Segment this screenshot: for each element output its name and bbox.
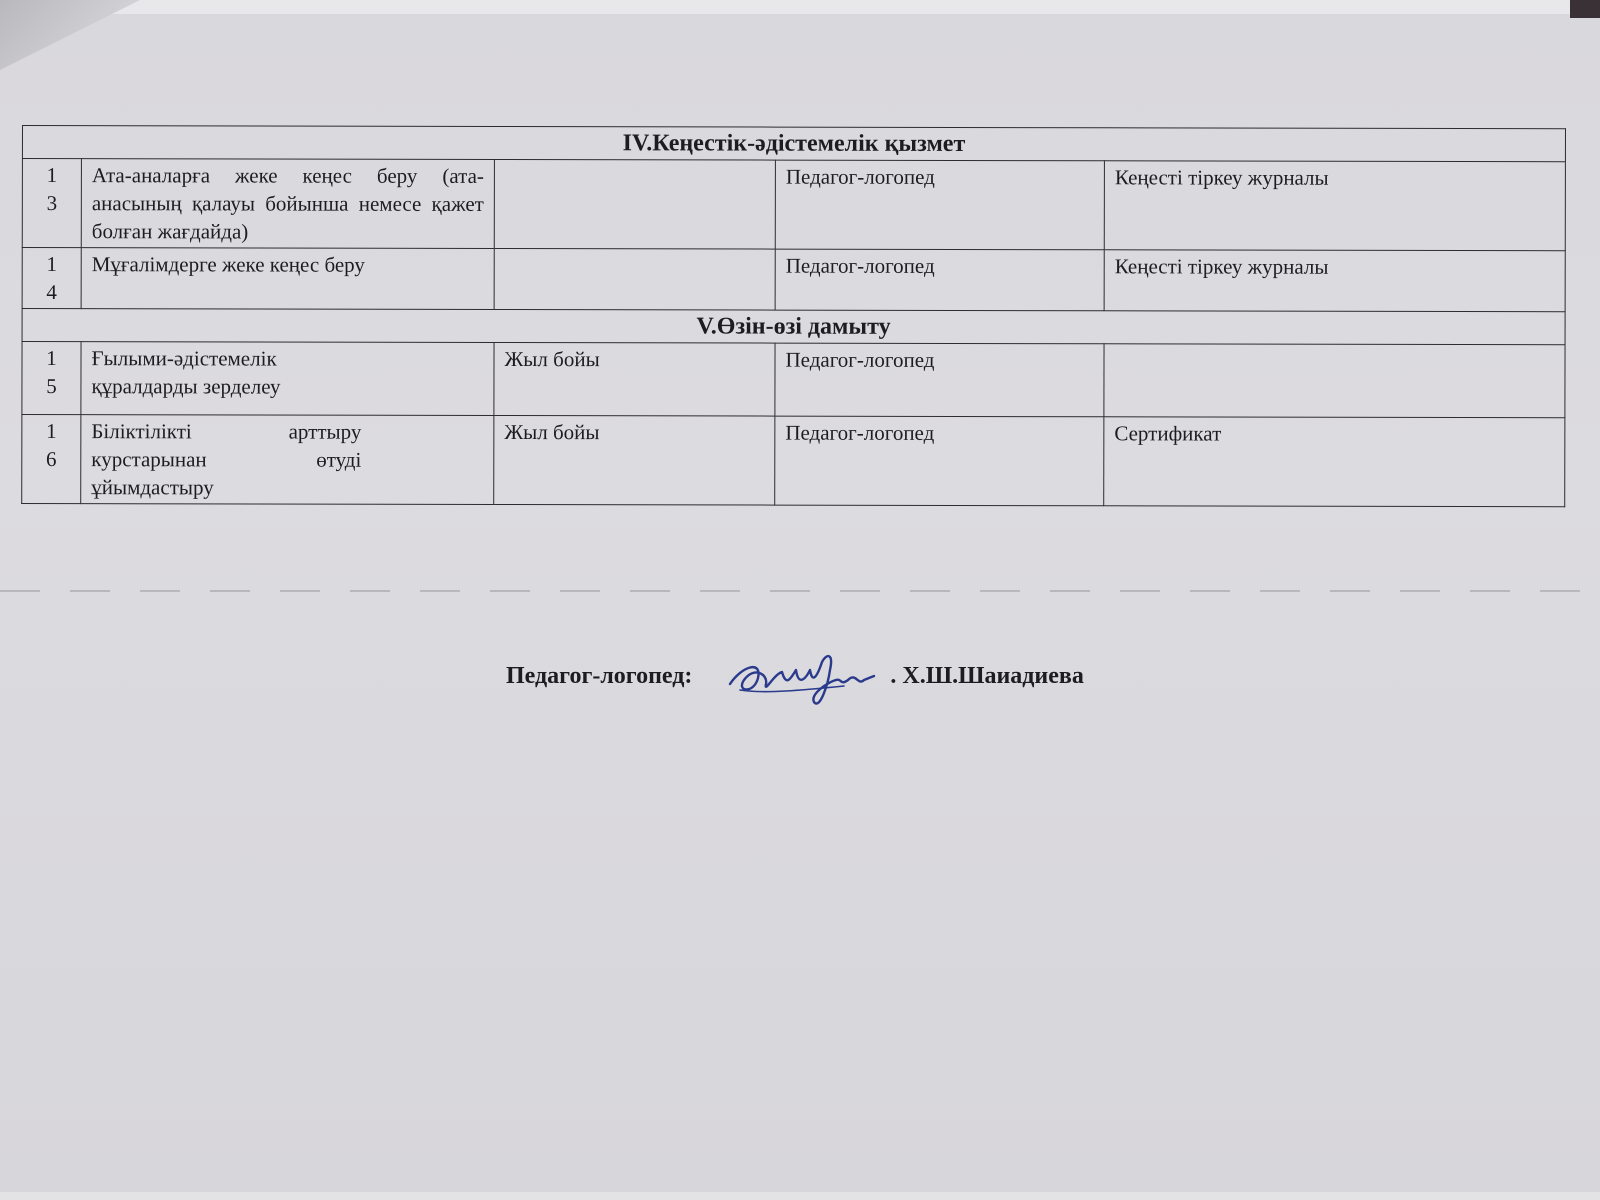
paper-bottom-edge bbox=[0, 1192, 1600, 1200]
responsible-cell: Педагог-логопед bbox=[775, 343, 1104, 417]
table-row bbox=[22, 342, 1565, 418]
responsible-cell: Педагог-логопед bbox=[775, 249, 1104, 311]
handwritten-signature bbox=[724, 640, 884, 712]
section-title: V.Өзін-өзі дамыту bbox=[22, 309, 1565, 345]
work-plan-table bbox=[21, 125, 1566, 507]
responsible-cell: Педагог-логопед bbox=[775, 416, 1104, 506]
period-cell: Жыл бойы bbox=[494, 415, 775, 505]
task-cell bbox=[81, 342, 494, 416]
section-header-row bbox=[22, 309, 1565, 345]
section-header-row bbox=[22, 126, 1565, 162]
document-cell: Сертификат bbox=[1104, 417, 1565, 507]
task-text: Біліктілікті арттыру курстарынан өтуді ұйымдастыру bbox=[91, 419, 362, 500]
row-number: 1 4 bbox=[22, 248, 81, 309]
paper-fold-line bbox=[0, 590, 1600, 592]
table-row bbox=[22, 159, 1565, 251]
paper-corner-curl bbox=[0, 0, 140, 70]
task-cell bbox=[81, 415, 494, 505]
period-cell bbox=[494, 159, 775, 249]
signature-label: Педагог-логопед: bbox=[506, 662, 693, 689]
period-cell: Жыл бойы bbox=[494, 342, 775, 416]
signature-block bbox=[506, 640, 1084, 712]
document-cell bbox=[1104, 344, 1565, 418]
row-number: 1 5 bbox=[22, 342, 81, 415]
row-number: 1 6 bbox=[22, 415, 81, 504]
table-row bbox=[22, 415, 1565, 507]
task-text: Ғылыми-әдістемелік құралдарды зерделеу bbox=[91, 346, 281, 399]
row-number: 1 3 bbox=[22, 159, 81, 248]
task-text: Мұғалімдерге жеке кеңес беру bbox=[91, 252, 365, 277]
document-cell: Кеңесті тіркеу журналы bbox=[1104, 161, 1565, 251]
period-cell bbox=[494, 248, 775, 310]
responsible-cell: Педагог-логопед bbox=[775, 160, 1104, 250]
table-row bbox=[22, 248, 1565, 312]
paper-edge bbox=[0, 0, 1600, 14]
document-cell: Кеңесті тіркеу журналы bbox=[1104, 250, 1565, 312]
task-cell: Ата-аналарға жеке кеңес беру (ата-анасының қалауы бойынша немесе қажет болған жағдайда) bbox=[81, 159, 494, 249]
task-cell bbox=[81, 248, 494, 310]
signature-name: . Х.Ш.Шаиадиева bbox=[890, 662, 1084, 689]
section-title: IV.Кеңестік-әдістемелік қызмет bbox=[22, 126, 1565, 162]
background-corner bbox=[1570, 0, 1600, 18]
